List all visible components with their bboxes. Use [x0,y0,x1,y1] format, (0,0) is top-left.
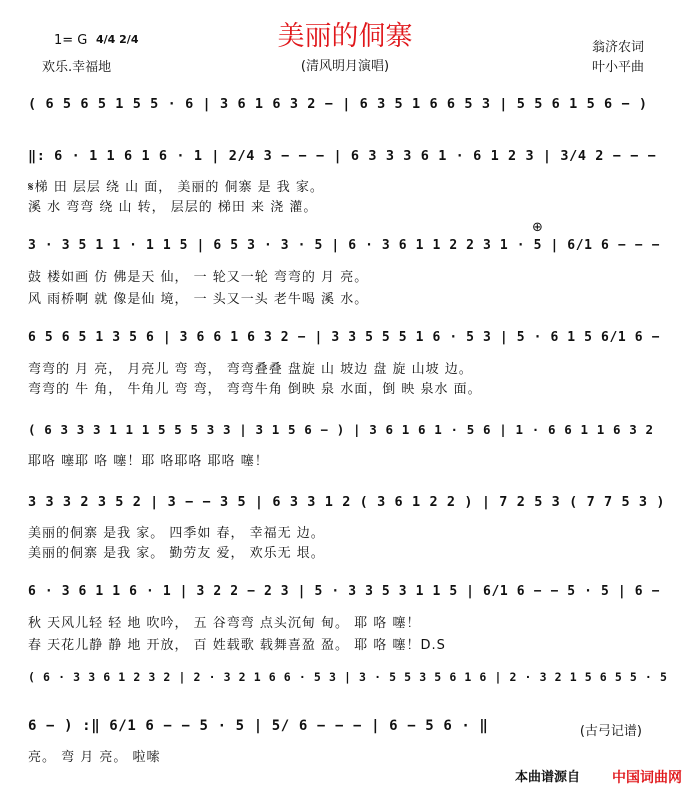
notation-line: ‖: 6 · 1 1 6 1 6 · 1 | 2/4 3 − − − | 6 3 3 3 6 1 · 6 1 2 3 | 3/4 2 − − − [28,148,657,164]
notation-line: ( 6 3 3 3 1 1 1 5 5 5 3 3 | 3 1 5 6 − ) | 3 6 1 6 1 · 5 6 | 1 · 6 6 1 1 6 3 2 [28,422,654,437]
lyric-verse-2: 春 天花儿静 静 地 开放， 百 姓载歌 载舞喜盈 盈。 耶 咯 噻！D.S [28,638,446,653]
source-label: 本曲谱源自 [514,770,580,785]
lyric-verse-2: 溪 水 弯弯 绕 山 转， 层层的 梯田 来 浇 灌。 [28,200,318,215]
lyric-verse-1: 秋 天风儿轻 轻 地 吹吟， 五 谷弯弯 点头沉甸 甸。 耶 咯 噻！ [28,616,421,631]
lyric-verse-1: 弯弯的 月 亮， 月亮儿 弯 弯， 弯弯叠叠 盘旋 山 坡边 盘 旋 山坡 边。 [28,362,473,377]
site-logo-text[interactable]: 中国词曲网 [612,770,682,786]
lyric-verse-2: 弯弯的 牛 角， 牛角儿 弯 弯， 弯弯牛角 倒映 泉 水面，倒 映 泉水 面。 [28,382,482,397]
tempo-mood: 欢乐.幸福地 [42,60,112,75]
lyric-verse-1: 亮。 弯 月 亮。 啦嗦 [28,750,161,765]
coda-icon: ⊕ [532,220,543,235]
song-title: 美丽的侗寨 [277,21,413,52]
notation-line: 6 5 6 5 1 3 5 6 | 3 6 6 1 6 3 2 − | 3 3 5 5 5 1 6 · 5 3 | 5 · 6 1 5 6/1 6 − [28,330,660,345]
notation-line: 3 · 3 5 1 1 · 1 1 5 | 6 5 3 · 3 · 5 | 6 · 3 6 1 1 2 2 3 1 · 5 | 6/1 6 − − − [28,238,660,253]
lyric-verse-1: 鼓 楼如画 仿 佛是天 仙， 一 轮又一轮 弯弯的 月 亮。 [28,270,369,285]
performer-note: (清风明月演唱) [300,59,390,74]
notation-line: ( 6 · 3 3 6 1 2 3 2 | 2 · 3 2 1 6 6 · 5 3 | 3 · 5 5 3 5 6 1 6 | 2 · 3 2 1 5 6 5 5 · 5 [28,670,668,684]
notation-line: 6 − ) :‖ 6/1 6 − − 5 · 5 | 5/ 6 − − − | 6 − 5 6 · ‖ [28,718,489,734]
notation-line: 3 3 3 2 3 5 2 | 3 − − 3 5 | 6 3 3 1 2 ( 3 6 1 2 2 ) | 7 2 5 3 ( 7 7 5 3 ) [28,494,666,510]
key-signature: 1= G [54,33,88,48]
lyric-verse-1: 耶咯 噻耶 咯 噻！耶 咯耶咯 耶咯 噻！ [28,454,269,469]
lyric-verse-2: 风 雨桥啊 就 像是仙 境， 一 头又一头 老牛喝 溪 水。 [28,292,369,307]
notation-line: ( 6 5 6 5 1 5 5 · 6 | 3 6 1 6 3 2 − | 6 3 5 1 6 6 5 3 | 5 5 6 1 5 6 − ) [28,96,648,112]
composer: 叶小平曲 [591,60,644,75]
lyric-verse-1: 𝄋梯 田 层层 绕 山 面， 美丽的 侗寨 是 我 家。 [28,180,324,195]
lyricist: 翁济农词 [591,40,644,55]
notation-line: 6 · 3 6 1 1 6 · 1 | 3 2 2 − 2 3 | 5 · 3 3 5 3 1 1 5 | 6/1 6 − − 5 · 5 | 6 − [28,584,660,599]
time-signature: 4/4 2/4 [96,33,139,46]
lyric-verse-1: 美丽的侗寨 是我 家。 四季如 春， 幸福无 边。 [28,526,325,541]
lyric-verse-2: 美丽的侗寨 是我 家。 勤劳友 爱， 欢乐无 垠。 [28,546,325,561]
transcriber-credit: (古弓记谱) [579,724,642,739]
